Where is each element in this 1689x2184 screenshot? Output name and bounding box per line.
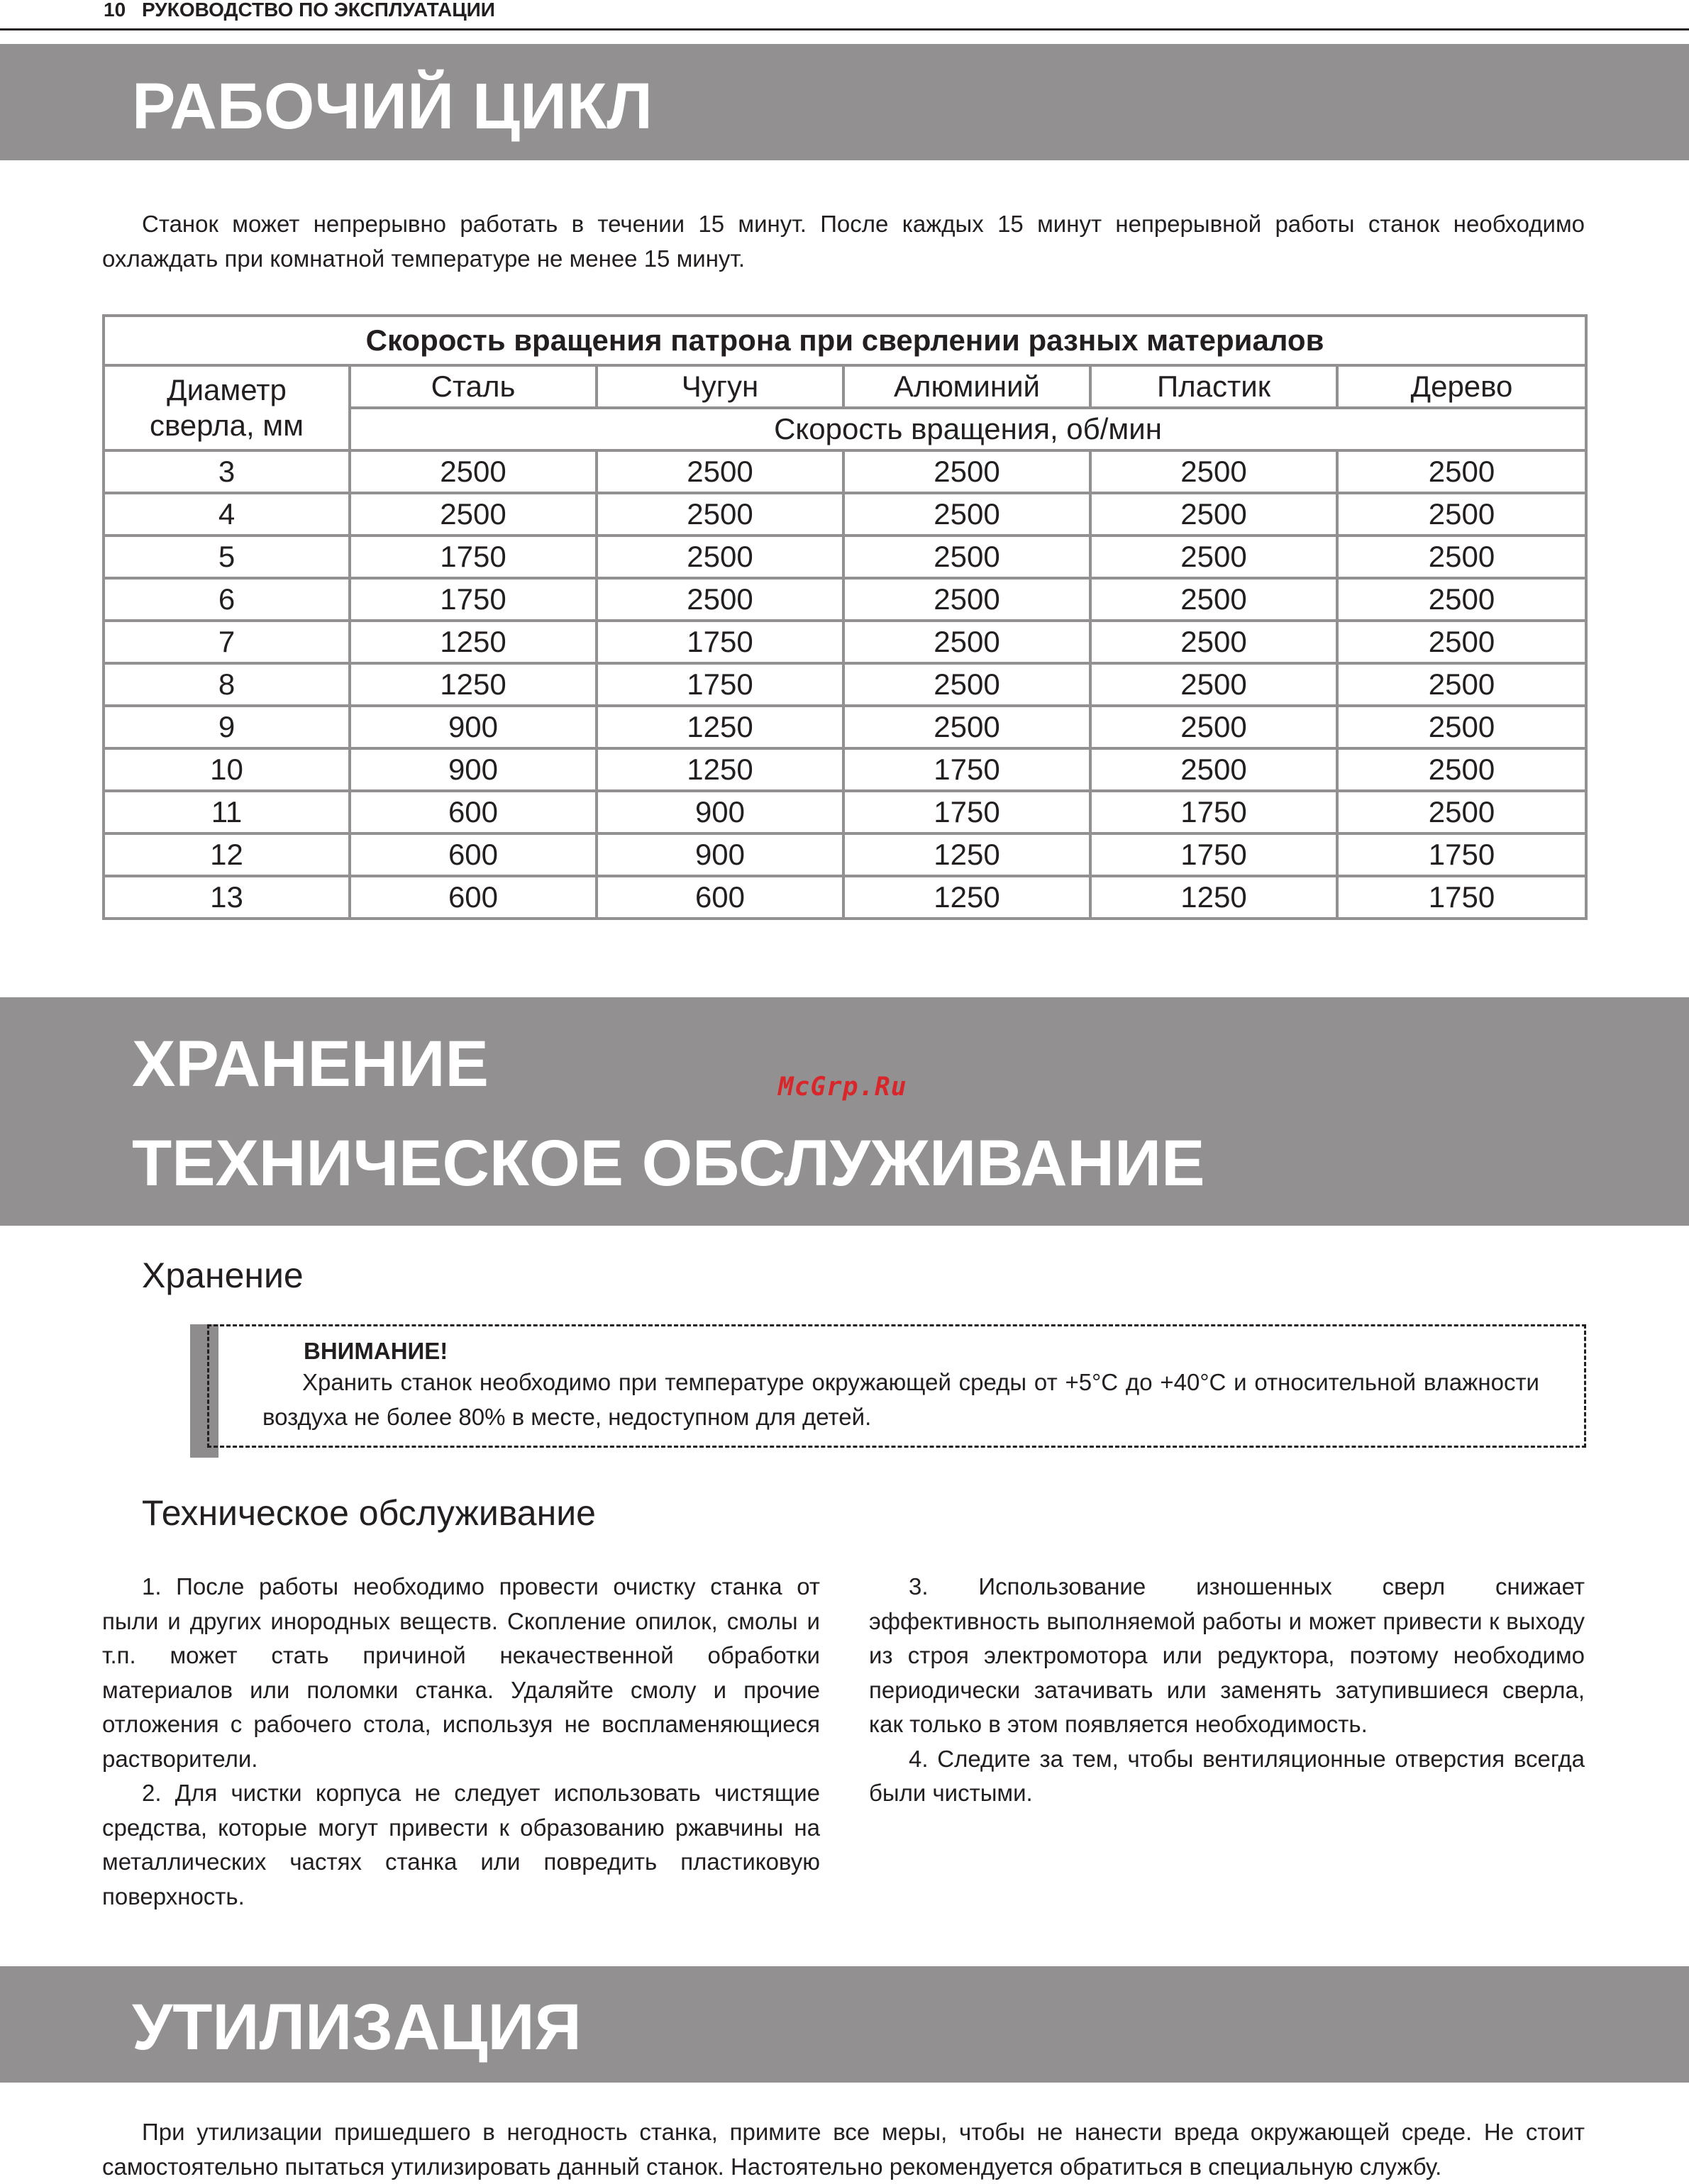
speed-cell: 1250: [350, 663, 597, 706]
warning-text-wrap: [262, 1365, 1539, 1434]
running-head: [0, 0, 1689, 31]
speed-cell: 2500: [1090, 663, 1337, 706]
speed-cell: 1250: [597, 706, 843, 748]
section-band-work-cycle: [0, 44, 1689, 160]
table-row: [104, 833, 1586, 876]
material-header: Алюминий: [843, 365, 1090, 408]
disposal-text: [102, 2115, 1585, 2184]
speed-cell: 600: [350, 833, 597, 876]
work-cycle-text: [102, 207, 1585, 276]
speed-cell: 1750: [1337, 833, 1586, 876]
table-row: [104, 536, 1586, 578]
speed-cell: 2500: [1337, 578, 1586, 621]
speed-cell: 900: [350, 706, 597, 748]
speed-cell: 2500: [843, 578, 1090, 621]
speed-cell: 600: [597, 876, 843, 919]
speed-cell: 2500: [350, 450, 597, 493]
storage-heading: Хранение: [142, 1255, 304, 1295]
speed-cell: 2500: [597, 536, 843, 578]
table-row: [104, 876, 1586, 919]
section-title-maintenance: ТЕХНИЧЕСКОЕ ОБСЛУЖИВАНИЕ: [132, 1127, 1205, 1199]
speed-cell: 2500: [1090, 450, 1337, 493]
diameter-cell: 6: [104, 578, 350, 621]
diameter-cell: 5: [104, 536, 350, 578]
speed-cell: 2500: [1337, 536, 1586, 578]
speed-cell: 2500: [1090, 748, 1337, 791]
material-header: Дерево: [1337, 365, 1586, 408]
speed-cell: 1750: [1090, 791, 1337, 833]
speed-cell: 2500: [843, 450, 1090, 493]
maintenance-column-right: [869, 1570, 1585, 1811]
page-number: 10: [104, 0, 126, 21]
table-row: [104, 663, 1586, 706]
running-head-title: РУКОВОДСТВО ПО ЭКСПЛУАТАЦИИ: [142, 0, 495, 21]
section-title-disposal: УТИЛИЗАЦИЯ: [132, 1991, 582, 2063]
section-band-storage: [0, 997, 1689, 1226]
speed-cell: 2500: [1090, 536, 1337, 578]
table-row: [104, 621, 1586, 663]
diameter-cell: 9: [104, 706, 350, 748]
speed-cell: 900: [350, 748, 597, 791]
speed-cell: 2500: [350, 493, 597, 536]
speed-cell: 2500: [843, 493, 1090, 536]
speed-cell: 1750: [597, 621, 843, 663]
disposal-paragraph: При утилизации пришедшего в негодность станка, примите все меры, чтобы не нанести вреда окружающей среде. Не стоит самостоятельно пытаться утилизировать данный станок. Настоятельно рекомендуется обратиться в специальную службу.: [102, 2119, 1585, 2180]
speed-cell: 2500: [597, 450, 843, 493]
speed-cell: 2500: [1090, 493, 1337, 536]
diameter-cell: 10: [104, 748, 350, 791]
section-title-storage: ХРАНЕНИЕ: [132, 1028, 489, 1100]
watermark: McGrp.Ru: [778, 1072, 907, 1102]
table-row: [104, 450, 1586, 493]
speed-cell: 1250: [350, 621, 597, 663]
speed-cell: 2500: [1090, 621, 1337, 663]
table-row: [104, 748, 1586, 791]
maintenance-item: 2. Для чистки корпуса не следует использовать чистящие средства, которые могут привести к образованию ржавчины на металлических частях станка или повредить пластиковую поверхность.: [102, 1780, 820, 1909]
material-header: Чугун: [597, 365, 843, 408]
table-row: [104, 578, 1586, 621]
speed-cell: 1750: [843, 791, 1090, 833]
work-cycle-paragraph: Станок может непрерывно работать в течении 15 минут. После каждых 15 минут непрерывной работы станок необходимо охлаждать при комнатной температуре не менее 15 минут.: [102, 211, 1585, 272]
speed-cell: 1750: [597, 663, 843, 706]
speed-cell: 2500: [1337, 621, 1586, 663]
speed-table: [102, 314, 1588, 920]
speed-cell: 600: [350, 791, 597, 833]
speed-cell: 2500: [1337, 706, 1586, 748]
speed-cell: 1750: [843, 748, 1090, 791]
maintenance-item: 1. После работы необходимо провести очистку станка от пыли и других инородных веществ. Скопление опилок, смолы и т.п. может стать причиной некачественной обработки материалов или поломки станка. Удаляйте смолу и прочие отложения с рабочего стола, используя не воспламеняющиеся растворители.: [102, 1573, 820, 1772]
warning-title: ВНИМАНИЕ!: [304, 1338, 448, 1364]
diameter-cell: 13: [104, 876, 350, 919]
speed-cell: 2500: [597, 578, 843, 621]
diameter-cell: 4: [104, 493, 350, 536]
section-band-disposal: [0, 1966, 1689, 2083]
speed-cell: 900: [597, 791, 843, 833]
speed-cell: 600: [350, 876, 597, 919]
warning-text: Хранить станок необходимо при температуре окружающей среды от +5°С до +40°С и относительной влажности воздуха не более 80% в месте, недоступном для детей.: [262, 1369, 1539, 1430]
speed-cell: 1250: [1090, 876, 1337, 919]
speed-cell: 1250: [843, 833, 1090, 876]
diameter-header: Диаметр сверла, мм: [104, 365, 350, 450]
speed-cell: 1750: [1090, 833, 1337, 876]
speed-cell: 2500: [1337, 493, 1586, 536]
diameter-cell: 3: [104, 450, 350, 493]
speed-cell: 2500: [843, 706, 1090, 748]
speed-cell: 2500: [1090, 578, 1337, 621]
section-title-work-cycle: РАБОЧИЙ ЦИКЛ: [132, 70, 653, 143]
speed-cell: 2500: [843, 621, 1090, 663]
table-row: [104, 493, 1586, 536]
speed-cell: 2500: [1090, 706, 1337, 748]
diameter-cell: 8: [104, 663, 350, 706]
speed-cell: 2500: [1337, 450, 1586, 493]
speed-cell: 2500: [1337, 791, 1586, 833]
maintenance-item: 4. Следите за тем, чтобы вентиляционные отверстия всегда были чистыми.: [869, 1745, 1585, 1806]
table-row: [104, 706, 1586, 748]
speed-cell: 2500: [843, 663, 1090, 706]
diameter-cell: 7: [104, 621, 350, 663]
unit-header: Скорость вращения, об/мин: [350, 408, 1586, 450]
speed-cell: 2500: [1337, 663, 1586, 706]
maintenance-item: 3. Использование изношенных сверл снижает эффективность выполняемой работы и может привести к выходу из строя электромотора или редуктора, поэтому необходимо периодически затачивать или заменять затупившиеся сверла, как только в этом появляется необходимость.: [869, 1573, 1585, 1737]
diameter-cell: 11: [104, 791, 350, 833]
speed-cell: 2500: [843, 536, 1090, 578]
speed-cell: 1750: [350, 578, 597, 621]
speed-cell: 1250: [843, 876, 1090, 919]
speed-cell: 2500: [597, 493, 843, 536]
speed-cell: 2500: [1337, 748, 1586, 791]
speed-cell: 1750: [1337, 876, 1586, 919]
speed-cell: 900: [597, 833, 843, 876]
speed-cell: 1250: [597, 748, 843, 791]
warning-box: [190, 1324, 1585, 1448]
speed-cell: 1750: [350, 536, 597, 578]
maintenance-column-left: [102, 1570, 820, 1914]
diameter-cell: 12: [104, 833, 350, 876]
maintenance-heading: Техническое обслуживание: [142, 1493, 596, 1533]
material-header: Сталь: [350, 365, 597, 408]
table-caption: Скорость вращения патрона при сверлении разных материалов: [104, 316, 1586, 365]
material-header: Пластик: [1090, 365, 1337, 408]
table-row: [104, 791, 1586, 833]
